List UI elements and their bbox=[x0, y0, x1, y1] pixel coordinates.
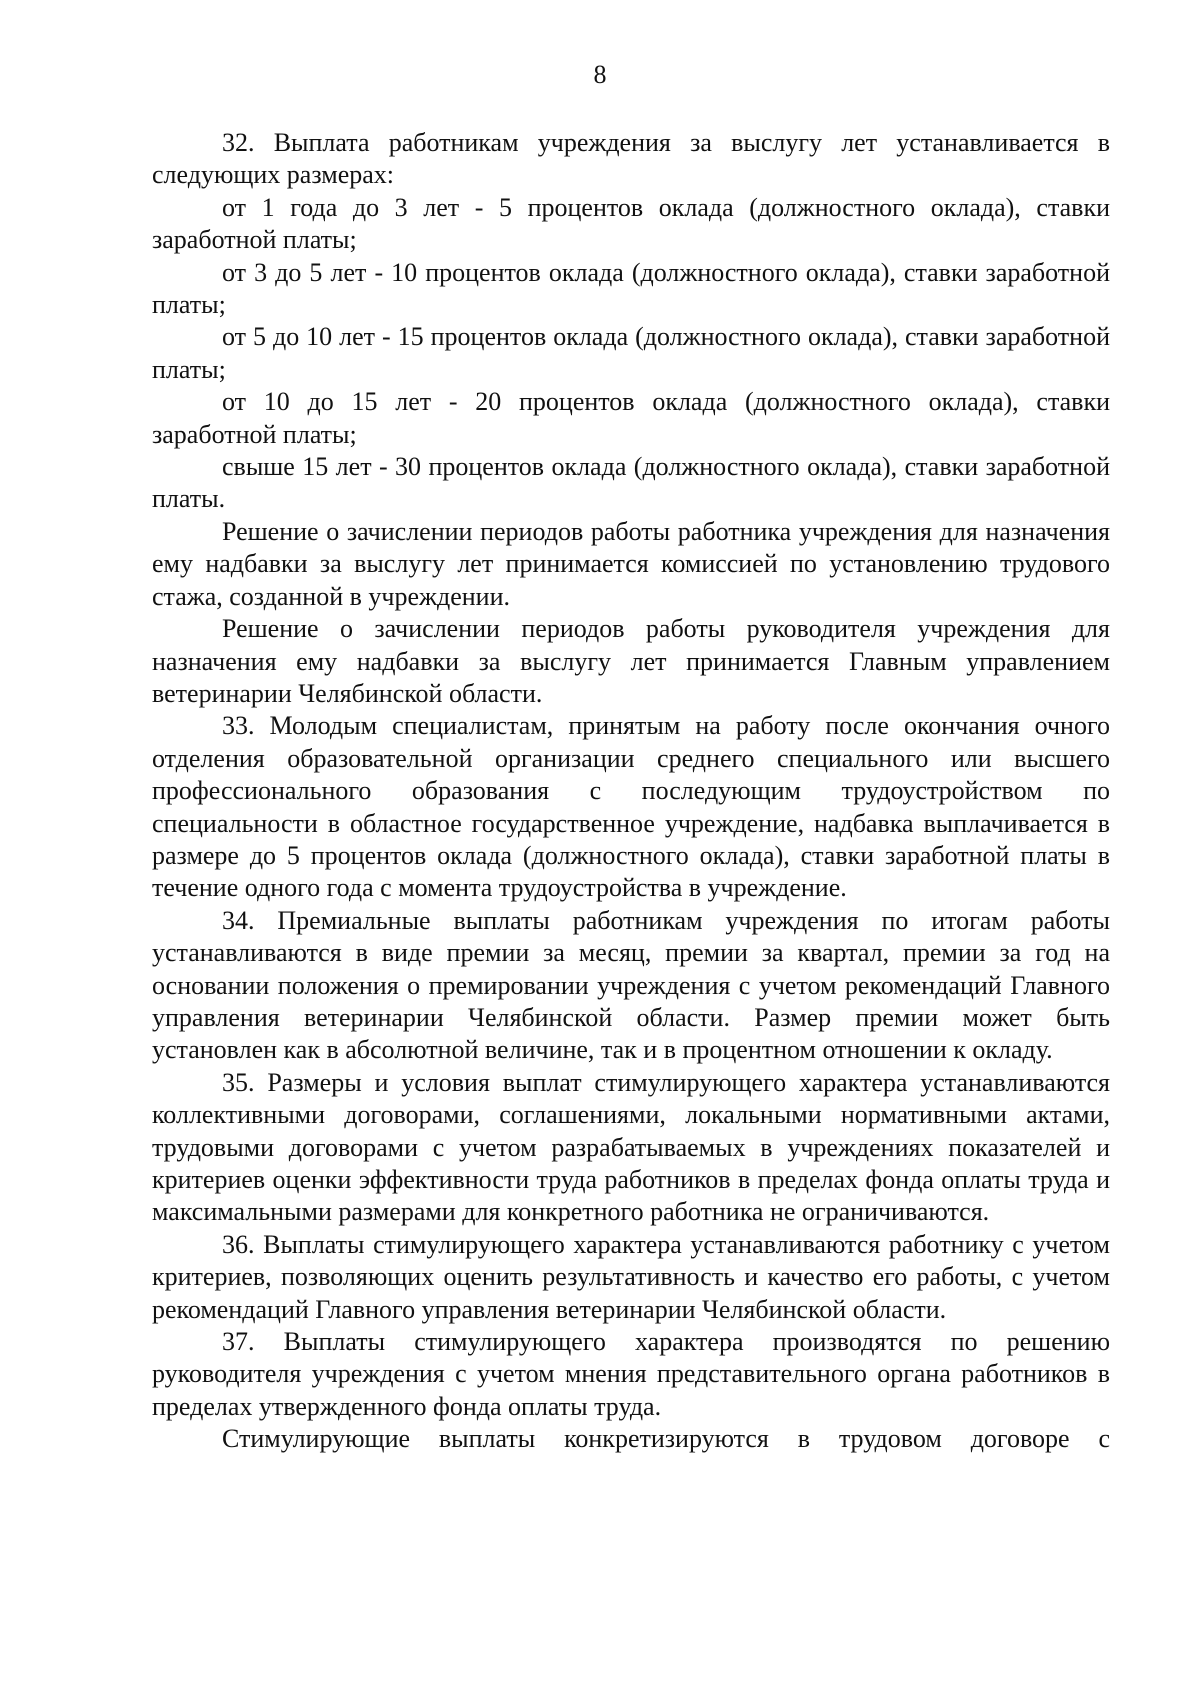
paragraph-32-intro: 32. Выплата работникам учреждения за выслугу лет устанавливается в следующих размерах: bbox=[152, 128, 1110, 190]
paragraph-37: 37. Выплаты стимулирующего характера производятся по решению руководителя учреждения с учетом мнения представительного органа работников в пределах утвержденного фонда оплаты труда. bbox=[152, 1327, 1110, 1421]
paragraph-seniority-5-10: от 5 до 10 лет - 15 процентов оклада (должностного оклада), ставки заработной платы; bbox=[152, 322, 1110, 384]
paragraph-35: 35. Размеры и условия выплат стимулирующего характера устанавливаются коллективными договорами, соглашениями, локальными нормативными актами, трудовыми договорами с учетом разрабатываемых в учреждениях показателей и критериев оценки эффективности труда работников в пределах фонда оплаты труда и максимальными размерами для конкретного работника не ограничиваются. bbox=[152, 1067, 1110, 1227]
document-body bbox=[152, 127, 1110, 1456]
paragraph-seniority-over-15: свыше 15 лет - 30 процентов оклада (должностного оклада), ставки заработной платы. bbox=[152, 452, 1110, 514]
paragraph-seniority-3-5: от 3 до 5 лет - 10 процентов оклада (должностного оклада), ставки заработной платы; bbox=[152, 257, 1110, 320]
page-number: 8 bbox=[593, 60, 607, 89]
paragraph-33: 33. Молодым специалистам, принятым на работу после окончания очного отделения образовательной организации среднего специального или высшего профессионального образования с последующим трудоустройством по специальности в областное государственное учреждение, надбавка выплачивается в размере до 5 процентов оклада (должностного оклада), ставки заработной платы в течение одного года с момента трудоустройства в учреждение. bbox=[152, 711, 1110, 903]
paragraph-34: 34. Премиальные выплаты работникам учреждения по итогам работы устанавливаются в виде премии за месяц, премии за квартал, премии за год на основании положения о премировании учреждения с учетом рекомендаций Главного управления ветеринарии Челябинской области. Размер премии может быть установлен как в абсолютной величине, так и в процентном отношении к окладу. bbox=[152, 905, 1110, 1065]
paragraph-decision-head: Решение о зачислении периодов работы руководителя учреждения для назначения ему надбавки за выслугу лет принимается Главным управлением ветеринарии Челябинской области. bbox=[152, 614, 1110, 708]
paragraph-incentive-contract: Стимулирующие выплаты конкретизируются в трудовом договоре с bbox=[222, 1424, 1110, 1454]
paragraph-decision-employee: Решение о зачислении периодов работы работника учреждения для назначения ему надбавки за выслугу лет принимается комиссией по установлению трудового стажа, созданной в учреждении. bbox=[152, 516, 1110, 611]
paragraph-36: 36. Выплаты стимулирующего характера устанавливаются работнику с учетом критериев, позволяющих оценить результативность и качество его работы, с учетом рекомендаций Главного управления ветеринарии Челябинской области. bbox=[152, 1229, 1110, 1324]
paragraph-seniority-1-3: от 1 года до 3 лет - 5 процентов оклада (должностного оклада), ставки заработной платы; bbox=[152, 192, 1110, 255]
paragraph-seniority-10-15: от 10 до 15 лет - 20 процентов оклада (должностного оклада), ставки заработной платы; bbox=[152, 387, 1110, 449]
